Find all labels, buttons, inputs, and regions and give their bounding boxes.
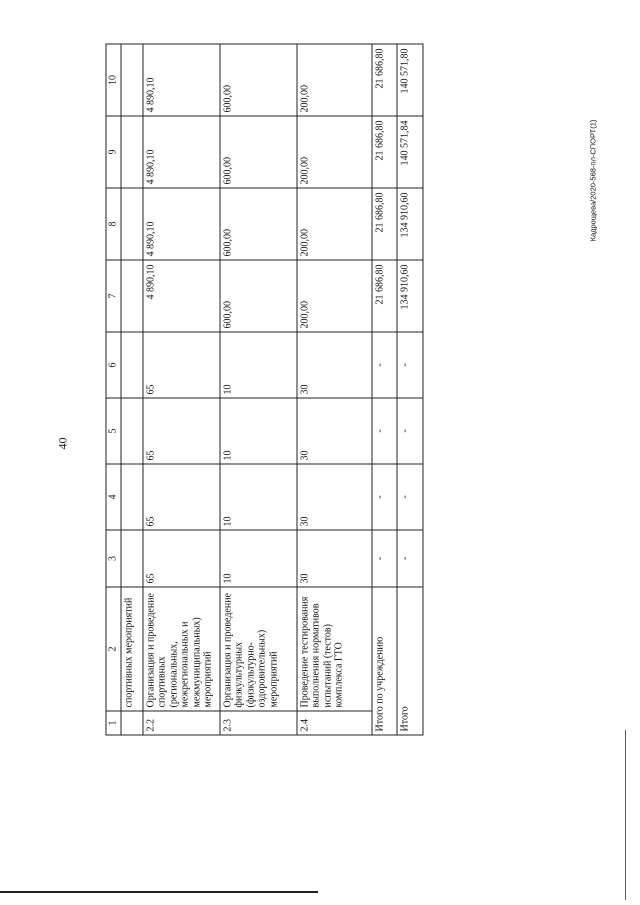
cell-c8: 21 686,80 (371, 188, 396, 260)
table-row (142, 44, 219, 735)
cell-c4: 30 (296, 464, 371, 530)
document-code-note: Кадрощева/2020-568-пл-СПОРТ(1) (588, 119, 598, 241)
cell-c10: 200,00 (296, 44, 371, 116)
cell-c10: 140 571,80 (396, 44, 422, 116)
cell-c10: 600,00 (219, 44, 296, 116)
row-number: 2.2 (142, 711, 219, 735)
cell-c9: 200,00 (296, 116, 371, 188)
cell-c3: - (396, 530, 422, 587)
cell-c3: 65 (142, 530, 219, 587)
budget-table-container (105, 44, 421, 735)
continuation-text: спортивных мероприятий (120, 587, 142, 711)
row-name: Организация и проведение физкультурных (физкультурно-оздоровительных) мероприятий (219, 587, 296, 711)
cell-c6: 30 (296, 332, 371, 398)
cell-c8: 600,00 (219, 188, 296, 260)
header-cell-1: 1 (106, 711, 121, 735)
row-number: 2.4 (296, 711, 371, 735)
header-cell-5: 5 (106, 398, 121, 464)
cell-c10: 4 890,10 (142, 44, 219, 116)
cell-c3: 30 (296, 530, 371, 587)
cell-c6: 10 (219, 332, 296, 398)
cell-c8: 134 910,60 (396, 188, 422, 260)
header-cell-10: 10 (106, 44, 121, 116)
cell-c5: 10 (219, 398, 296, 464)
cell-c5: - (396, 398, 422, 464)
header-row (106, 44, 121, 735)
cell-c7: 200,00 (296, 260, 371, 332)
cell-c4: - (371, 464, 396, 530)
header-cell-2: 2 (106, 587, 121, 711)
cell-c7: 600,00 (219, 260, 296, 332)
cell-c4: - (396, 464, 422, 530)
row-name: Проведение тестирования выполнения нормативов испытаний (тестов) комплекса ГТО (296, 587, 371, 711)
header-cell-6: 6 (106, 332, 121, 398)
cell-c7: 4 890,10 (142, 260, 219, 332)
cell-c9: 140 571,84 (396, 116, 422, 188)
cell-c4: 65 (142, 464, 219, 530)
header-cell-7: 7 (106, 260, 121, 332)
cell-c3: 10 (219, 530, 296, 587)
cell-c8: 4 890,10 (142, 188, 219, 260)
table-row (219, 44, 296, 735)
header-cell-9: 9 (106, 116, 121, 188)
budget-table (105, 43, 423, 735)
cell-c8: 200,00 (296, 188, 371, 260)
total-institution-label: Итого по учреждению (371, 587, 396, 735)
header-cell-8: 8 (106, 188, 121, 260)
continuation-row (120, 44, 142, 735)
bottom-rule (0, 891, 318, 893)
cell-c7: 134 910,60 (396, 260, 422, 332)
header-cell-3: 3 (106, 530, 121, 587)
cell-c10: 21 686,80 (371, 44, 396, 116)
cell-c6: - (396, 332, 422, 398)
cell-c6: 65 (142, 332, 219, 398)
total-institution-row (371, 44, 396, 735)
total-label: Итого (396, 587, 422, 735)
cell-c3: - (371, 530, 396, 587)
total-row (396, 44, 422, 735)
cell-c9: 4 890,10 (142, 116, 219, 188)
row-number: 2.3 (219, 711, 296, 735)
cell-c6: - (371, 332, 396, 398)
cell-c4: 10 (219, 464, 296, 530)
table-row (296, 44, 371, 735)
row-name: Организация и проведение спортивных (региональных, межрегиональных и межмуниципальных) мероприятий (142, 587, 219, 711)
cell-c9: 600,00 (219, 116, 296, 188)
cell-c9: 21 686,80 (371, 116, 396, 188)
right-edge-rule (625, 730, 626, 900)
cell-c5: - (371, 398, 396, 464)
cell-c5: 65 (142, 398, 219, 464)
page-number: 40 (55, 437, 70, 449)
header-cell-4: 4 (106, 464, 121, 530)
cell-c7: 21 686,80 (371, 260, 396, 332)
cell-c5: 30 (296, 398, 371, 464)
